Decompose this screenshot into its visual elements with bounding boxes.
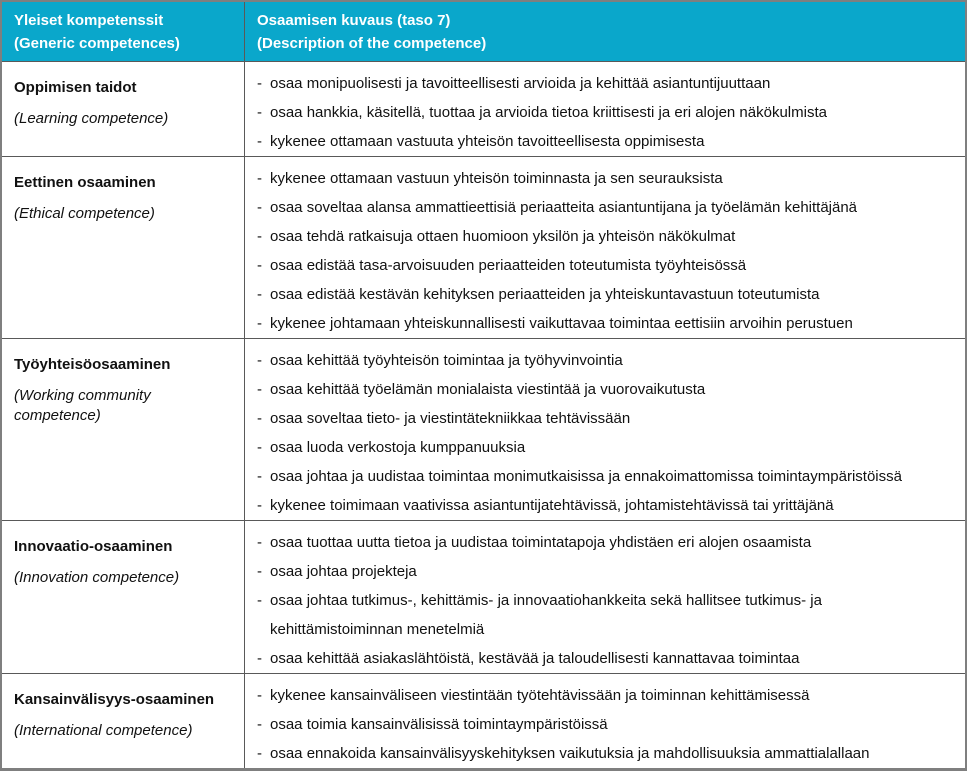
- bullet-item: [257, 557, 955, 586]
- header-title-fi: Osaamisen kuvaus (taso 7): [257, 12, 451, 29]
- bullet-text: kykenee johtamaan yhteiskunnallisesti vaikuttavaa toimintaa eettisiin arvoihin perustuen: [270, 315, 853, 332]
- table-row-learning-competence: [1, 62, 966, 157]
- bullet-item: [257, 164, 955, 193]
- bullet-item: [257, 462, 955, 491]
- bullet-dash: -: [257, 199, 262, 216]
- bullet-text: kykenee kansainväliseen viestintään työtehtävissään ja toiminnan kehittämisessä: [270, 687, 810, 704]
- row-subtitle-english: (Working community competence): [14, 387, 151, 424]
- competence-description-cell: [245, 62, 967, 157]
- header-title-fi: Yleiset kompetenssit: [14, 12, 164, 29]
- bullet-text: osaa hankkia, käsitellä, tuottaa ja arvioida tietoa kriittisesti ja eri alojen näkökulmista: [270, 104, 827, 121]
- bullet-dash: -: [257, 650, 262, 667]
- bullet-text: osaa soveltaa alansa ammattieettisiä periaatteita asiantuntijana ja työelämän kehittäjänä: [270, 199, 858, 216]
- bullet-dash: -: [257, 468, 262, 485]
- bullet-dash: -: [257, 563, 262, 580]
- row-title: Kansainvälisyys-osaaminen: [14, 691, 215, 708]
- competence-description-cell: [245, 521, 967, 674]
- bullet-text: osaa johtaa projekteja: [270, 563, 417, 580]
- bullet-dash: -: [257, 410, 262, 427]
- bullet-item: [257, 251, 955, 280]
- header-cell-description: [245, 1, 967, 62]
- bullet-item: [257, 681, 955, 710]
- competence-name-cell: [1, 157, 245, 339]
- header-title-en: (Generic competences): [14, 35, 180, 52]
- bullet-dash: -: [257, 439, 262, 456]
- bullet-item: [257, 528, 955, 557]
- bullet-text: osaa kehittää työyhteisön toimintaa ja työhyvinvointia: [270, 352, 623, 369]
- header-title-en: (Description of the competence): [257, 35, 487, 52]
- bullet-text: osaa ennakoida kansainvälisyyskehityksen vaikutuksia ja mahdollisuuksia ammattialallaan: [270, 745, 870, 762]
- bullet-text: osaa edistää tasa-arvoisuuden periaatteiden toteutumista työyhteisössä: [270, 257, 747, 274]
- bullet-text: osaa edistää kestävän kehityksen periaatteiden ja yhteiskuntavastuun toteutumista: [270, 286, 820, 303]
- bullet-item: [257, 644, 955, 673]
- bullet-text: kykenee ottamaan vastuuta yhteisön tavoitteellisesta oppimisesta: [270, 133, 705, 150]
- row-subtitle-english: (Ethical competence): [14, 205, 155, 222]
- competence-description-cell: [245, 339, 967, 521]
- header-cell-generic-competences: [1, 1, 245, 62]
- row-subtitle-english: (Innovation competence): [14, 569, 180, 586]
- row-subtitle-english: (International competence): [14, 722, 193, 739]
- bullet-text: osaa kehittää asiakaslähtöistä, kestävää ja taloudellisesti kannattavaa toimintaa: [270, 650, 800, 667]
- bullet-text: osaa johtaa ja uudistaa toimintaa monimutkaisissa ja ennakoimattomissa toimintaympäristöissä: [270, 468, 902, 485]
- table-row-working-community-competence: [1, 339, 966, 521]
- bullet-dash: -: [257, 315, 262, 332]
- table-header-row: [1, 1, 966, 62]
- bullet-item: [257, 346, 955, 375]
- bullet-item: [257, 222, 955, 251]
- competence-name-cell: [1, 674, 245, 770]
- table-row-ethical-competence: [1, 157, 966, 339]
- bullet-text: kykenee toimimaan vaativissa asiantuntijatehtävissä, johtamistehtävissä tai yrittäjänä: [270, 497, 834, 514]
- bullet-dash: -: [257, 534, 262, 551]
- competence-description-cell: [245, 674, 967, 770]
- bullet-text: osaa johtaa tutkimus-, kehittämis- ja innovaatiohankkeita sekä hallitsee tutkimus- ja kehittämistoiminnan menetelmiä: [270, 592, 822, 638]
- table-row-innovation-competence: [1, 521, 966, 674]
- bullet-text: osaa soveltaa tieto- ja viestintätekniikkaa tehtävissään: [270, 410, 631, 427]
- bullet-item: [257, 710, 955, 739]
- bullet-text: kykenee ottamaan vastuun yhteisön toiminnasta ja sen seurauksista: [270, 170, 723, 187]
- bullet-dash: -: [257, 170, 262, 187]
- bullet-text: osaa tuottaa uutta tietoa ja uudistaa toimintatapoja yhdistäen eri alojen osaamista: [270, 534, 812, 551]
- bullet-dash: -: [257, 745, 262, 762]
- bullet-dash: -: [257, 286, 262, 303]
- bullet-dash: -: [257, 716, 262, 733]
- bullet-dash: -: [257, 257, 262, 274]
- bullet-item: [257, 69, 955, 98]
- bullet-item: [257, 739, 955, 768]
- bullet-dash: -: [257, 75, 262, 92]
- bullet-item: [257, 309, 955, 338]
- bullet-item: [257, 491, 955, 520]
- competence-name-cell: [1, 521, 245, 674]
- bullet-item: [257, 280, 955, 309]
- bullet-item: [257, 193, 955, 222]
- bullet-dash: -: [257, 381, 262, 398]
- bullet-dash: -: [257, 592, 262, 609]
- bullet-text: osaa tehdä ratkaisuja ottaen huomioon yksilön ja yhteisön näkökulmat: [270, 228, 736, 245]
- bullet-dash: -: [257, 497, 262, 514]
- bullet-dash: -: [257, 104, 262, 121]
- row-title: Työyhteisöosaaminen: [14, 356, 171, 373]
- bullet-item: [257, 127, 955, 156]
- bullet-text: osaa monipuolisesti ja tavoitteellisesti arvioida ja kehittää asiantuntijuuttaan: [270, 75, 771, 92]
- competence-name-cell: [1, 62, 245, 157]
- bullet-dash: -: [257, 352, 262, 369]
- bullet-dash: -: [257, 133, 262, 150]
- bullet-dash: -: [257, 687, 262, 704]
- bullet-item: [257, 375, 955, 404]
- row-title: Eettinen osaaminen: [14, 174, 156, 191]
- bullet-dash: -: [257, 228, 262, 245]
- table-row-international-competence: [1, 674, 966, 770]
- bullet-item: [257, 98, 955, 127]
- competence-name-cell: [1, 339, 245, 521]
- competence-description-cell: [245, 157, 967, 339]
- bullet-item: [257, 433, 955, 462]
- row-title: Innovaatio-osaaminen: [14, 538, 173, 555]
- row-subtitle-english: (Learning competence): [14, 110, 169, 127]
- bullet-item: [257, 586, 955, 644]
- bullet-text: osaa toimia kansainvälisissä toimintaympäristöissä: [270, 716, 608, 733]
- row-title: Oppimisen taidot: [14, 79, 137, 96]
- bullet-text: osaa kehittää työelämän monialaista viestintää ja vuorovaikutusta: [270, 381, 706, 398]
- bullet-item: [257, 404, 955, 433]
- bullet-text: osaa luoda verkostoja kumppanuuksia: [270, 439, 526, 456]
